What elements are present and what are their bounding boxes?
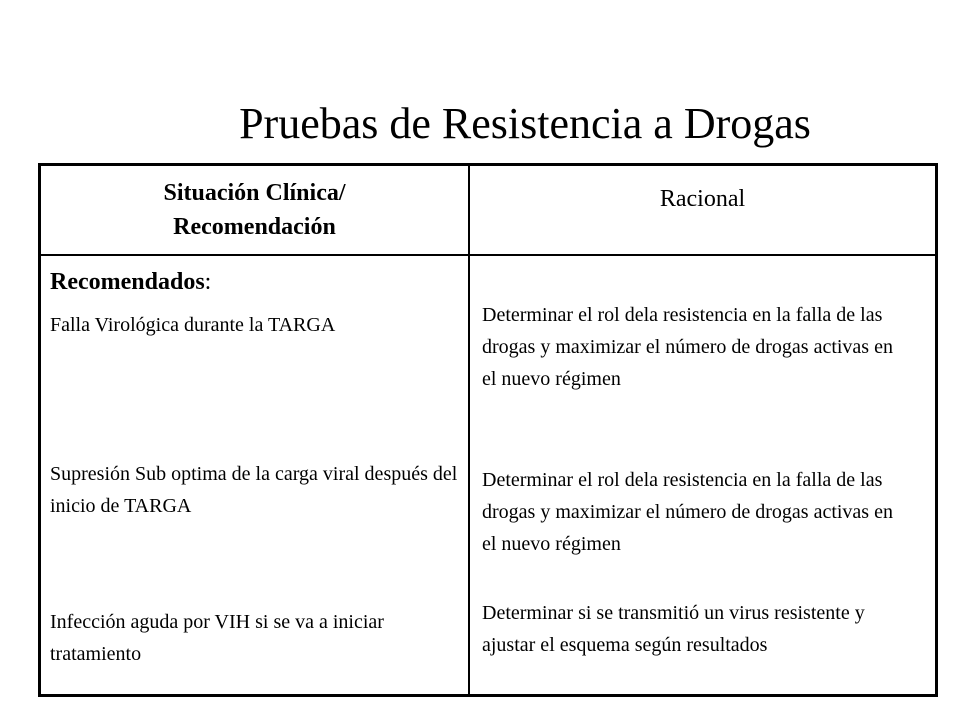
header-situation [41, 176, 468, 244]
slide-title: Pruebas de Resistencia a Drogas [239, 99, 811, 148]
recommendations-table [38, 163, 938, 697]
situation-cell: Infección aguda por VIH si se va a iniciar tratamiento [50, 611, 384, 665]
rationale-cell: Determinar el rol dela resistencia en la falla de las drogas y maximizar el número de drogas activas en el nuevo régimen [482, 304, 893, 390]
situation-cell: Falla Virológica durante la TARGA [50, 314, 336, 336]
rationale-cell: Determinar si se transmitió un virus resistente y ajustar el esquema según resultados [482, 602, 865, 656]
header-situation-line2: Recomendación [173, 214, 336, 240]
situation-cell: Supresión Sub optima de la carga viral después del inicio de TARGA [50, 463, 458, 517]
section-label-text: Recomendados [50, 269, 205, 295]
header-divider [41, 254, 935, 256]
header-situation-line1: Situación Clínica/ [163, 180, 346, 206]
section-label-recommended [50, 267, 211, 297]
section-label-colon: : [204, 269, 212, 295]
column-divider [468, 166, 470, 694]
rationale-cell: Determinar el rol dela resistencia en la falla de las drogas y maximizar el número de drogas activas en el nuevo régimen [482, 469, 893, 555]
header-rationale: Racional [659, 186, 746, 212]
